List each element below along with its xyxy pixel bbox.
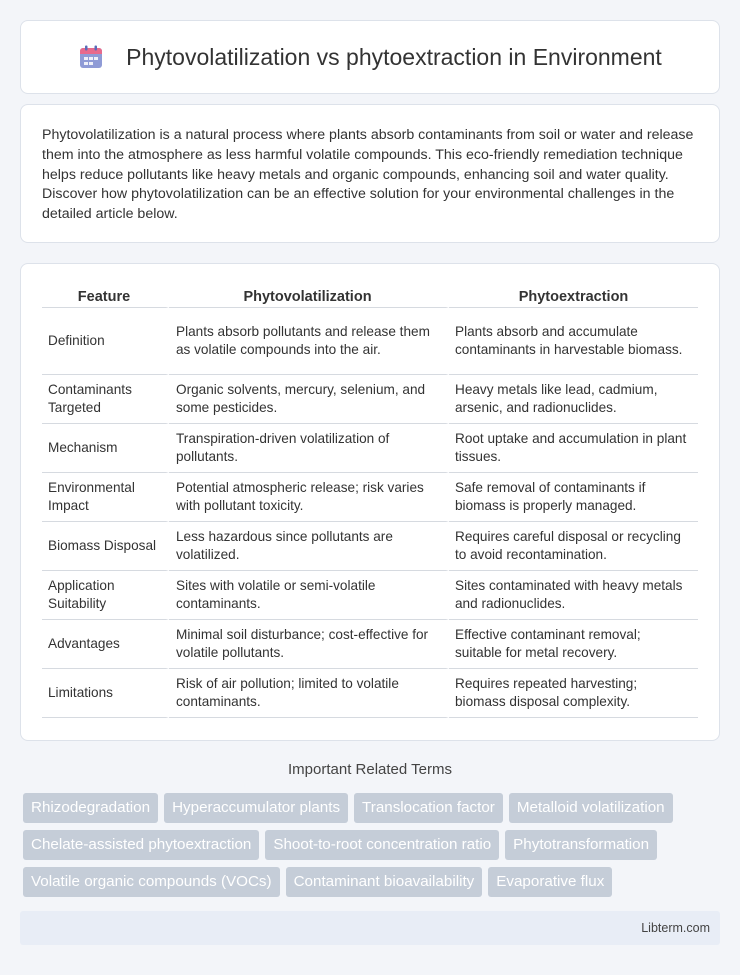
table-row	[42, 473, 698, 522]
footer-site-link[interactable]: Libterm.com	[641, 921, 710, 935]
intro-text: Phytovolatilization is a natural process where plants absorb contaminants from soil or water and release them into the atmosphere as less harmful volatile compounds. This eco-friendly remediation technique helps reduce pollutants like heavy metals and organic compounds, enhancing soil and water quality. Discover how phytovolatilization can be an effective solution for your environmental challenges in the detailed article below.	[42, 127, 694, 223]
related-terms-list	[23, 793, 723, 904]
table-row	[42, 375, 698, 424]
tag-row	[23, 830, 723, 867]
page-title: Phytovolatilization vs phytoextraction in Environment	[126, 43, 662, 70]
related-term-tag[interactable]: Metalloid volatilization	[509, 793, 673, 823]
phytoextraction-cell: Effective contaminant removal; suitable for metal recovery.	[449, 620, 698, 669]
feature-cell: Definition	[42, 308, 169, 375]
related-term-tag[interactable]: Hyperaccumulator plants	[164, 793, 348, 823]
phytovolatilization-cell: Minimal soil disturbance; cost-effective for volatile pollutants.	[169, 620, 449, 669]
phytovolatilization-cell: Sites with volatile or semi-volatile contaminants.	[169, 571, 449, 620]
comparison-table-card	[20, 263, 720, 741]
phytovolatilization-cell: Transpiration-driven volatilization of pollutants.	[169, 424, 449, 473]
related-term-tag[interactable]: Volatile organic compounds (VOCs)	[23, 867, 280, 897]
phytoextraction-cell: Requires repeated harvesting; biomass disposal complexity.	[449, 669, 698, 718]
table-row	[42, 522, 698, 571]
feature-cell: Mechanism	[42, 424, 169, 473]
related-term-tag[interactable]: Contaminant bioavailability	[286, 867, 483, 897]
table-header-row	[42, 286, 698, 308]
intro-card	[20, 104, 720, 243]
phytovolatilization-cell: Less hazardous since pollutants are volatilized.	[169, 522, 449, 571]
related-term-tag[interactable]: Chelate-assisted phytoextraction	[23, 830, 259, 860]
phytovolatilization-cell: Organic solvents, mercury, selenium, and some pesticides.	[169, 375, 449, 424]
phytovolatilization-cell: Potential atmospheric release; risk varies with pollutant toxicity.	[169, 473, 449, 522]
table-row	[42, 308, 698, 375]
tag-row	[23, 867, 723, 904]
phytoextraction-cell: Requires careful disposal or recycling to avoid recontamination.	[449, 522, 698, 571]
feature-cell: Contaminants Targeted	[42, 375, 169, 424]
table-row	[42, 571, 698, 620]
phytoextraction-cell: Root uptake and accumulation in plant tissues.	[449, 424, 698, 473]
related-term-tag[interactable]: Evaporative flux	[488, 867, 612, 897]
table-row	[42, 424, 698, 473]
table-row	[42, 620, 698, 669]
phytovolatilization-cell: Risk of air pollution; limited to volatile contaminants.	[169, 669, 449, 718]
tag-row	[23, 793, 723, 830]
footer	[20, 911, 720, 945]
phytoextraction-cell: Heavy metals like lead, cadmium, arsenic, and radionuclides.	[449, 375, 698, 424]
feature-cell: Environmental Impact	[42, 473, 169, 522]
feature-cell: Biomass Disposal	[42, 522, 169, 571]
phytoextraction-cell: Sites contaminated with heavy metals and radionuclides.	[449, 571, 698, 620]
header-phytovolatilization: Phytovolatilization	[169, 286, 449, 308]
related-term-tag[interactable]: Shoot-to-root concentration ratio	[265, 830, 499, 860]
calendar-icon	[78, 44, 104, 70]
feature-cell: Advantages	[42, 620, 169, 669]
related-term-tag[interactable]: Rhizodegradation	[23, 793, 158, 823]
comparison-table	[42, 286, 698, 718]
related-terms-title: Important Related Terms	[288, 761, 452, 778]
header-feature: Feature	[42, 286, 169, 308]
feature-cell: Limitations	[42, 669, 169, 718]
header-card	[20, 20, 720, 94]
phytovolatilization-cell: Plants absorb pollutants and release them as volatile compounds into the air.	[169, 308, 449, 375]
table-row	[42, 669, 698, 718]
phytoextraction-cell: Plants absorb and accumulate contaminants in harvestable biomass.	[449, 308, 698, 375]
header-phytoextraction: Phytoextraction	[449, 286, 698, 308]
phytoextraction-cell: Safe removal of contaminants if biomass is properly managed.	[449, 473, 698, 522]
related-term-tag[interactable]: Phytotransformation	[505, 830, 657, 860]
feature-cell: Application Suitability	[42, 571, 169, 620]
related-term-tag[interactable]: Translocation factor	[354, 793, 503, 823]
